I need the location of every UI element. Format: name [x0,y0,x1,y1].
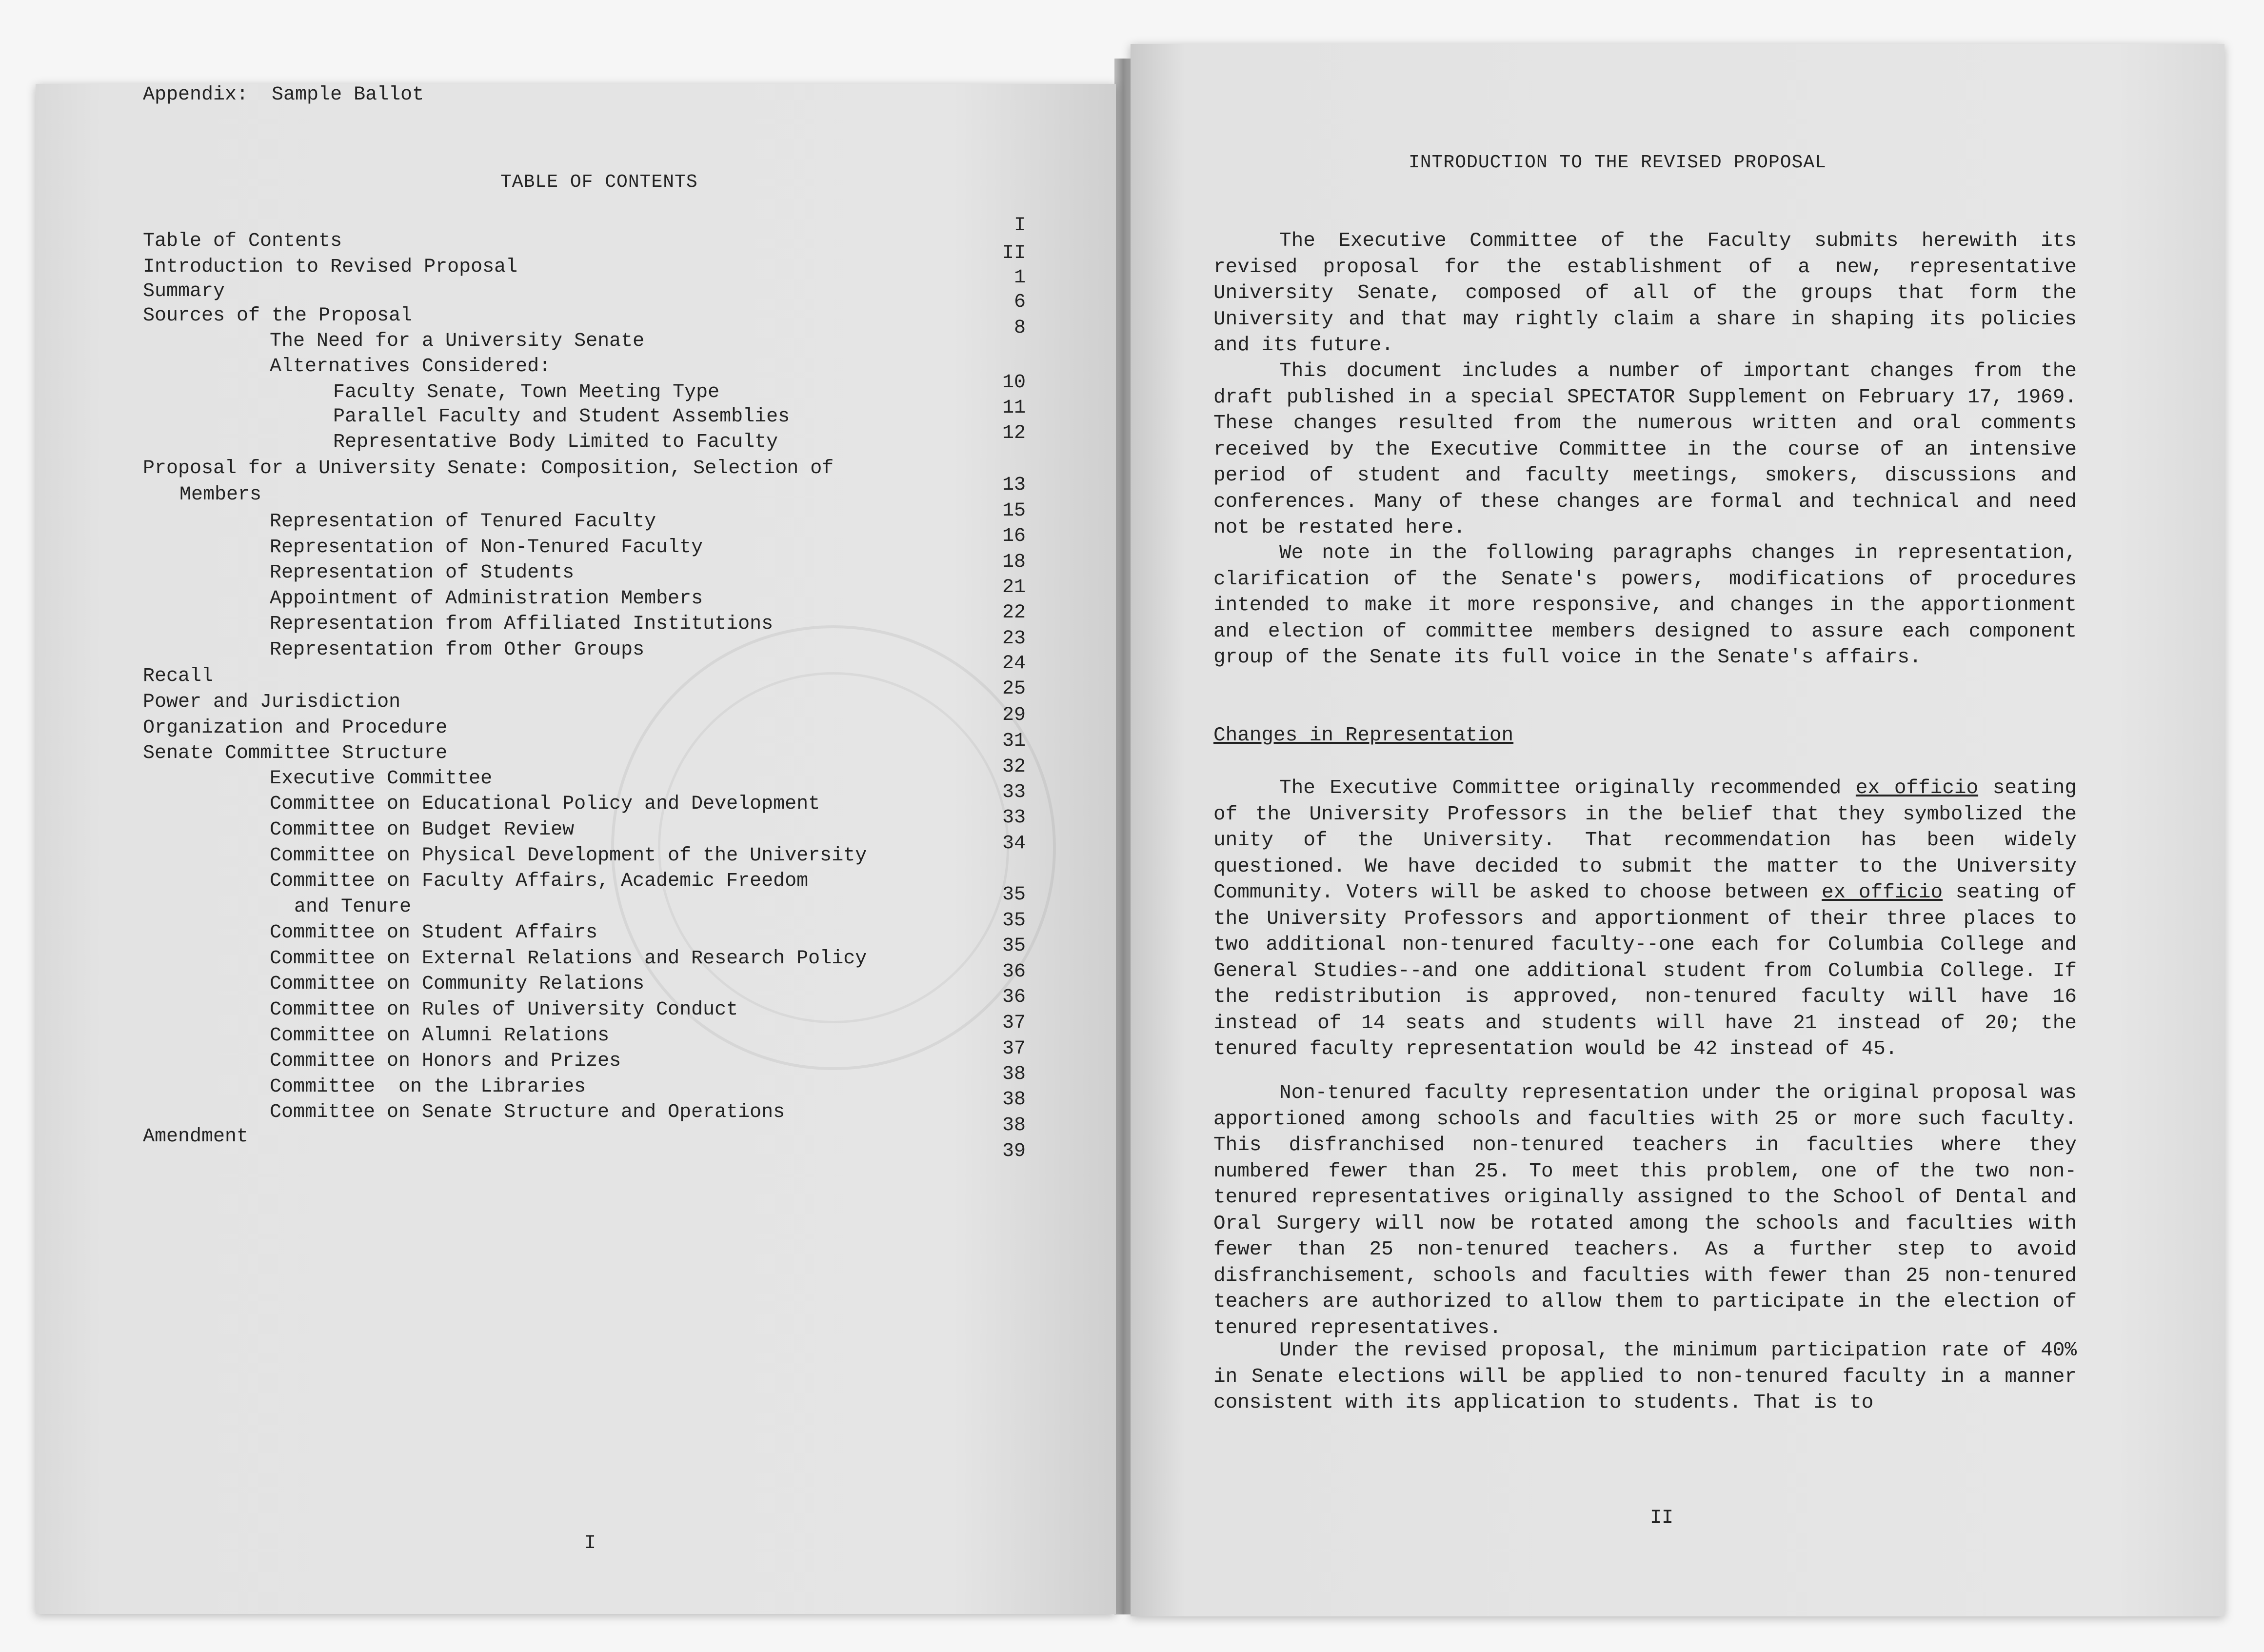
toc-page-number: 18 [1002,551,1026,573]
toc-page-number: 33 [1002,807,1026,829]
toc-page-number: 10 [1002,372,1026,394]
toc-page-number: 12 [1002,422,1026,444]
toc-page-number: 36 [1002,961,1026,983]
toc-page-number: 11 [1002,397,1026,419]
right-page [1131,44,2224,1616]
toc-entry: Committee on Rules of University Conduct [270,999,738,1021]
paragraph: We note in the following paragraphs changes in representation, clarification of the Senate's powers, modifications of procedures intended to make it more responsive, and changes in the apportionment and election of committee members designed to assure each component group of the Senate its full voice in the Senate's affairs. [1213,542,2077,669]
toc-page-number: 35 [1002,910,1026,932]
toc-entry: Committee on Faculty Affairs, Academic Freedom [270,870,809,892]
toc-entry: Senate Committee Structure [143,742,448,764]
toc-page-number: 32 [1002,756,1026,778]
toc-entry: and Tenure [294,896,412,918]
page-folio-left: I [584,1533,596,1554]
toc-page-number: 25 [1002,678,1026,700]
toc-entry: Representation from Other Groups [270,639,645,661]
toc-entry: Committee on Educational Policy and Development [270,793,820,815]
toc-entry: Appendix: Sample Ballot [143,84,424,106]
toc-entry: Representation of Students [270,562,575,584]
toc-entry: Parallel Faculty and Student Assemblies [333,406,790,428]
toc-entry: Representation from Affiliated Institutions [270,613,774,635]
toc-entry: Committee on Budget Review [270,819,575,841]
toc-page-number: 24 [1002,653,1026,675]
toc-page-number: 29 [1002,704,1026,726]
toc-page-number: 8 [1013,317,1026,339]
toc-page-number: 22 [1002,602,1026,624]
toc-entry: Representation of Non-Tenured Faculty [270,537,703,558]
toc-entry: Summary [143,280,225,302]
toc-page-number: 6 [1013,291,1026,313]
toc-entry: Committee on Honors and Prizes [270,1050,621,1072]
toc-page-number: 35 [1002,935,1026,957]
toc-entry: Committee on Senate Structure and Operations [270,1101,785,1123]
toc-entry: Table of Contents [143,230,342,252]
toc-page-number: 13 [1002,474,1026,496]
toc-entry: Representation of Tenured Faculty [270,511,656,533]
toc-entry: Proposal for a University Senate: Composition, Selection of [143,458,834,479]
paragraph: Non-tenured faculty representation under the original proposal was apportioned among schools and faculties with 25 or more such faculty. This disfranchised non-tenured teachers in faculties where they numbered fewer than 25. To meet this problem, one of the two non-tenured representatives originally assigned to the School of Dental and Oral Surgery will now be rotated among the schools and faculties with fewer than 25 non-tenured teachers. As a further step to avoid disfranchisement, schools and faculties with fewer than 25 non-tenured teachers are authorized to allow them to participate in the election of tenured representatives. [1213,1082,2077,1339]
toc-page-number: 39 [1002,1140,1026,1162]
book-gutter [1114,59,1132,1614]
toc-page-number: 38 [1002,1063,1026,1085]
paragraph: The Executive Committee originally recommended ex officio seating of the University Professors in the belief that they symbolized the unity of the University. That recommendation has been widely questioned. We have decided to submit the matter to the University Community. Voters will be asked to choose between ex officio seating of the University Professors and apportionment of their three places to two additional non-tenured faculty--one each for Columbia College and General Studies--and one additional student from Columbia College. If the redistribution is approved, non-tenured faculty will have 16 instead of 14 seats and students will have 21 instead of 20; the tenured faculty representation would be 42 instead of 45. [1213,777,2077,1060]
toc-entry: The Need for a University Senate [270,330,645,352]
toc-page-number: I [1013,215,1026,237]
toc-entry: Members [179,484,262,506]
toc-entry: Organization and Procedure [143,717,448,739]
toc-entry: Representative Body Limited to Faculty [333,431,778,453]
section-heading: Changes in Representation [1213,724,1514,747]
toc-page-number: 16 [1002,525,1026,547]
paragraph: The Executive Committee of the Faculty submits herewith its revised proposal for the establishment of a new, representative University Senate, composed of all of the groups that form the University and that may rightly claim a share in shaping its policies and its future. [1213,230,2077,357]
toc-entry: Appointment of Administration Members [270,588,703,610]
toc-entry: Committee on Physical Development of the University [270,845,867,867]
left-page [36,84,1116,1614]
toc-page-number: 38 [1002,1089,1026,1111]
toc-page-number: 23 [1002,628,1026,650]
toc-page-number: 33 [1002,781,1026,803]
toc-entry: Faculty Senate, Town Meeting Type [333,381,720,403]
toc-entry: Alternatives Considered: [270,356,551,378]
toc-entry: Sources of the Proposal [143,305,413,327]
toc-entry: Committee on External Relations and Research Policy [270,948,867,970]
toc-page-number: 34 [1002,833,1026,855]
toc-page-number: 35 [1002,884,1026,906]
toc-page-number: II [1002,242,1026,264]
toc-entry: Amendment [143,1126,249,1148]
toc-entry: Committee on Student Affairs [270,922,598,944]
toc-entry: Committee on Alumni Relations [270,1025,610,1047]
toc-page-number: 37 [1002,1012,1026,1034]
toc-page-number: 21 [1002,577,1026,598]
toc-page-number: 1 [1013,267,1026,289]
toc-page-number: 38 [1002,1115,1026,1136]
toc-page-number: 36 [1002,986,1026,1008]
toc-entry: Recall [143,665,214,687]
page-folio-right: II [1650,1507,1674,1529]
toc-page-number: 37 [1002,1038,1026,1060]
toc-entry: Power and Jurisdiction [143,691,401,713]
intro-title: INTRODUCTION TO THE REVISED PROPOSAL [1409,152,1827,173]
toc-entry: Introduction to Revised Proposal [143,256,518,278]
paragraph: This document includes a number of important changes from the draft published in a special SPECTATOR Supplement on February 17, 1969. These changes resulted from the numerous written and oral comments received by the Executive Committee in the course of an intensive period of student and faculty meetings, smokers, discussions and conferences. Many of these changes are formal and technical and need not be restated here. [1213,360,2077,539]
toc-page-number: 31 [1002,730,1026,752]
toc-entry: Committee on Community Relations [270,973,645,995]
toc-entry: Committee on the Libraries [270,1076,586,1098]
toc-title: TABLE OF CONTENTS [500,172,698,193]
paragraph: Under the revised proposal, the minimum participation rate of 40% in Senate elections will be applied to non-tenured faculty in a manner consistent with its application to students. That is to [1213,1339,2077,1414]
toc-entry: Executive Committee [270,768,493,790]
toc-page-number: 15 [1002,500,1026,522]
